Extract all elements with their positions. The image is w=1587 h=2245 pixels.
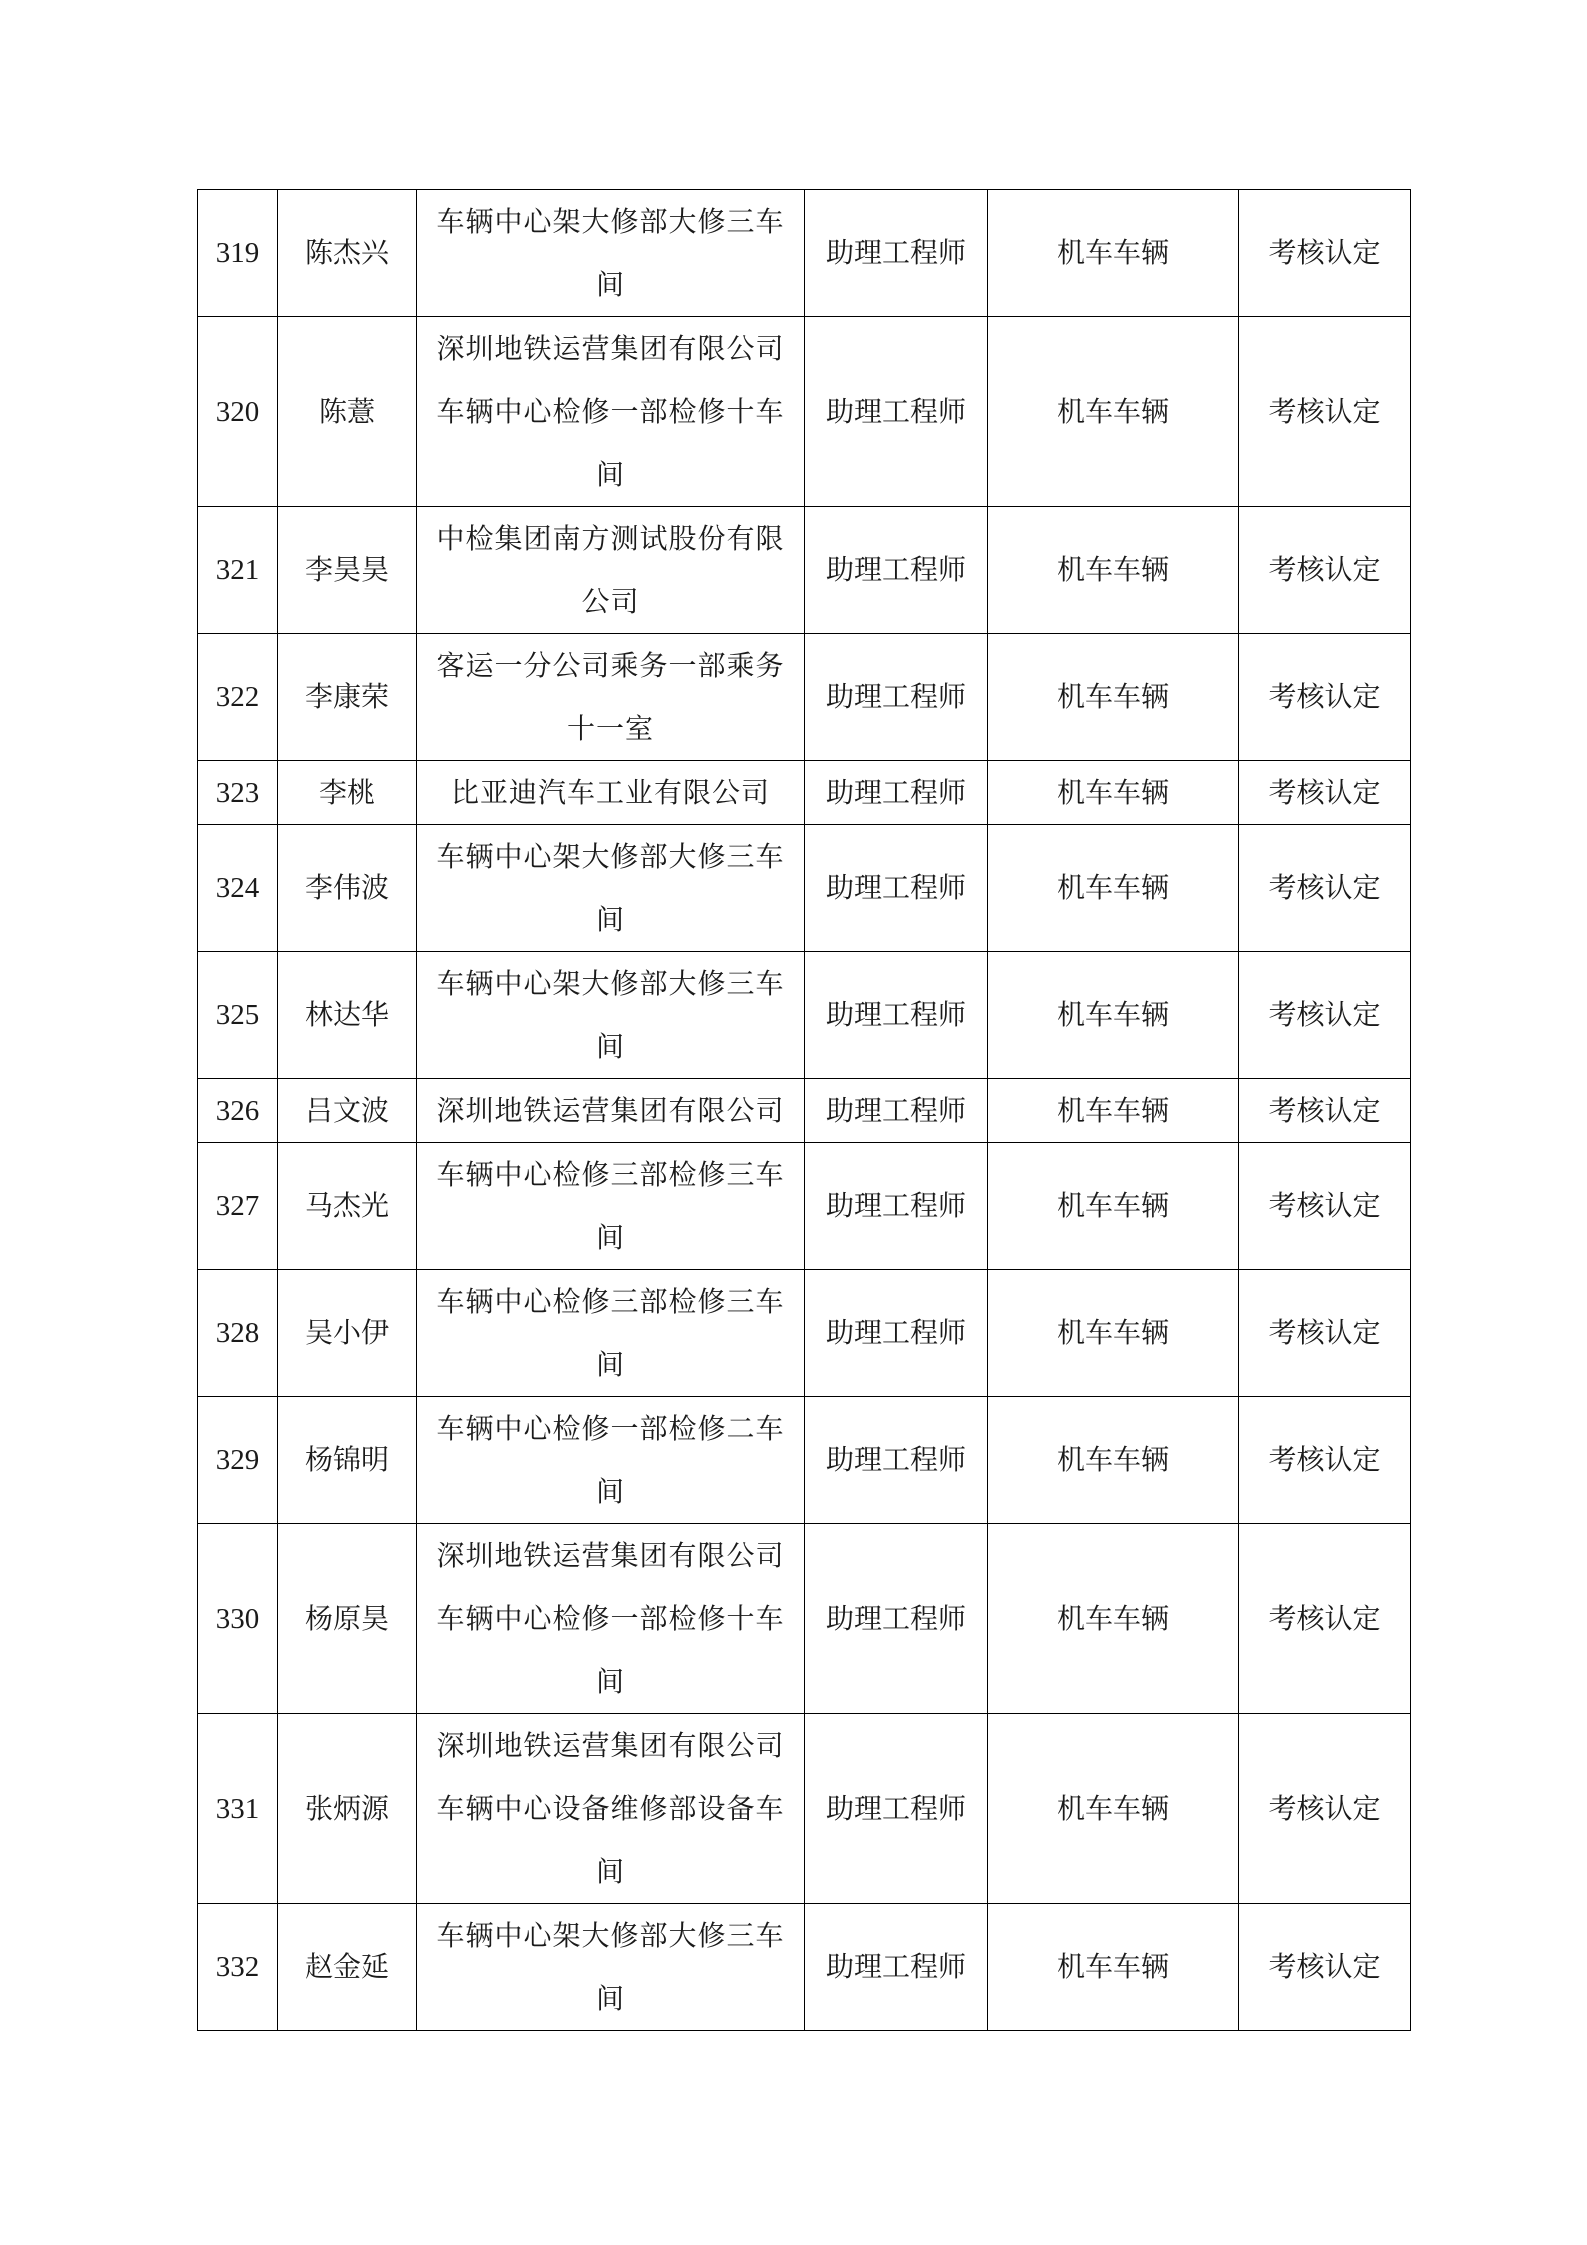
table-row — [198, 1524, 1411, 1714]
title-cell: 助理工程师 — [805, 1524, 988, 1714]
work-unit-line: 车辆中心检修一部检修二车 — [436, 1412, 785, 1445]
row-number-cell: 321 — [198, 507, 278, 634]
name-cell: 李伟波 — [278, 825, 417, 952]
method-cell: 考核认定 — [1239, 952, 1411, 1079]
major-cell: 机车车辆 — [988, 634, 1239, 761]
work-unit-line: 十一室 — [566, 712, 654, 745]
major-cell: 机车车辆 — [988, 825, 1239, 952]
name-cell: 杨原昊 — [278, 1524, 417, 1714]
title-cell: 助理工程师 — [805, 1270, 988, 1397]
major-cell: 机车车辆 — [988, 190, 1239, 317]
name-cell: 吕文波 — [278, 1079, 417, 1143]
table-row — [198, 317, 1411, 507]
work-unit-cell — [417, 825, 805, 952]
name-cell: 赵金延 — [278, 1904, 417, 2031]
major-cell: 机车车辆 — [988, 952, 1239, 1079]
name-cell: 陈杰兴 — [278, 190, 417, 317]
table-row — [198, 952, 1411, 1079]
work-unit-line: 间 — [595, 458, 625, 491]
work-unit-line: 车辆中心架大修部大修三车 — [436, 205, 785, 238]
name-cell: 李昊昊 — [278, 507, 417, 634]
row-number-cell: 326 — [198, 1079, 278, 1143]
work-unit-cell — [417, 952, 805, 1079]
major-cell: 机车车辆 — [988, 1524, 1239, 1714]
work-unit-line: 比亚迪汽车工业有限公司 — [450, 776, 770, 809]
major-cell: 机车车辆 — [988, 507, 1239, 634]
work-unit-line: 车辆中心架大修部大修三车 — [436, 967, 785, 1000]
table-row — [198, 507, 1411, 634]
work-unit-line: 公司 — [581, 585, 640, 618]
title-cell: 助理工程师 — [805, 190, 988, 317]
name-cell: 李康荣 — [278, 634, 417, 761]
major-cell: 机车车辆 — [988, 761, 1239, 825]
work-unit-cell — [417, 761, 805, 825]
title-cell: 助理工程师 — [805, 1904, 988, 2031]
table-row — [198, 825, 1411, 952]
name-cell: 李桃 — [278, 761, 417, 825]
row-number-cell: 330 — [198, 1524, 278, 1714]
work-unit-cell — [417, 634, 805, 761]
table-row — [198, 761, 1411, 825]
method-cell: 考核认定 — [1239, 317, 1411, 507]
table-row — [198, 634, 1411, 761]
work-unit-line: 中检集团南方测试股份有限 — [436, 522, 785, 555]
row-number-cell: 323 — [198, 761, 278, 825]
work-unit-line: 间 — [595, 1982, 625, 2015]
method-cell: 考核认定 — [1239, 1524, 1411, 1714]
method-cell: 考核认定 — [1239, 634, 1411, 761]
method-cell: 考核认定 — [1239, 190, 1411, 317]
work-unit-line: 间 — [595, 1348, 625, 1381]
work-unit-line: 间 — [595, 1221, 625, 1254]
title-cell: 助理工程师 — [805, 761, 988, 825]
table-row — [198, 1714, 1411, 1904]
table-row — [198, 1904, 1411, 2031]
work-unit-line: 深圳地铁运营集团有限公司 — [436, 332, 785, 365]
row-number-cell: 331 — [198, 1714, 278, 1904]
method-cell: 考核认定 — [1239, 1079, 1411, 1143]
work-unit-line: 间 — [595, 903, 625, 936]
method-cell: 考核认定 — [1239, 507, 1411, 634]
row-number-cell: 319 — [198, 190, 278, 317]
work-unit-line: 车辆中心检修三部检修三车 — [436, 1158, 785, 1191]
major-cell: 机车车辆 — [988, 317, 1239, 507]
major-cell: 机车车辆 — [988, 1714, 1239, 1904]
table-row — [198, 190, 1411, 317]
name-cell: 吴小伊 — [278, 1270, 417, 1397]
row-number-cell: 325 — [198, 952, 278, 1079]
table-row — [198, 1397, 1411, 1524]
row-number-cell: 329 — [198, 1397, 278, 1524]
name-cell: 林达华 — [278, 952, 417, 1079]
work-unit-cell — [417, 1143, 805, 1270]
table-row — [198, 1143, 1411, 1270]
title-cell: 助理工程师 — [805, 825, 988, 952]
table-body — [198, 190, 1411, 2031]
work-unit-line: 车辆中心检修一部检修十车 — [436, 395, 785, 428]
row-number-cell: 320 — [198, 317, 278, 507]
method-cell: 考核认定 — [1239, 1904, 1411, 2031]
method-cell: 考核认定 — [1239, 825, 1411, 952]
table-row — [198, 1270, 1411, 1397]
major-cell: 机车车辆 — [988, 1904, 1239, 2031]
major-cell: 机车车辆 — [988, 1397, 1239, 1524]
work-unit-line: 间 — [595, 1475, 625, 1508]
work-unit-line: 间 — [595, 268, 625, 301]
work-unit-line: 车辆中心检修一部检修十车 — [436, 1602, 785, 1635]
method-cell: 考核认定 — [1239, 761, 1411, 825]
work-unit-line: 深圳地铁运营集团有限公司 — [436, 1539, 785, 1572]
work-unit-line: 间 — [595, 1855, 625, 1888]
work-unit-line: 车辆中心设备维修部设备车 — [436, 1792, 785, 1825]
work-unit-line: 车辆中心架大修部大修三车 — [436, 840, 785, 873]
work-unit-cell — [417, 1397, 805, 1524]
title-cell: 助理工程师 — [805, 317, 988, 507]
method-cell: 考核认定 — [1239, 1270, 1411, 1397]
title-cell: 助理工程师 — [805, 1714, 988, 1904]
work-unit-line: 车辆中心架大修部大修三车 — [436, 1919, 785, 1952]
qualification-table — [197, 189, 1411, 2031]
row-number-cell: 322 — [198, 634, 278, 761]
work-unit-line: 深圳地铁运营集团有限公司 — [436, 1729, 785, 1762]
title-cell: 助理工程师 — [805, 634, 988, 761]
name-cell: 杨锦明 — [278, 1397, 417, 1524]
method-cell: 考核认定 — [1239, 1397, 1411, 1524]
title-cell: 助理工程师 — [805, 1143, 988, 1270]
work-unit-cell — [417, 507, 805, 634]
row-number-cell: 327 — [198, 1143, 278, 1270]
work-unit-cell — [417, 1270, 805, 1397]
name-cell: 陈薏 — [278, 317, 417, 507]
name-cell: 马杰光 — [278, 1143, 417, 1270]
row-number-cell: 324 — [198, 825, 278, 952]
title-cell: 助理工程师 — [805, 507, 988, 634]
row-number-cell: 328 — [198, 1270, 278, 1397]
row-number-cell: 332 — [198, 1904, 278, 2031]
work-unit-line: 间 — [595, 1030, 625, 1063]
title-cell: 助理工程师 — [805, 1397, 988, 1524]
title-cell: 助理工程师 — [805, 1079, 988, 1143]
title-cell: 助理工程师 — [805, 952, 988, 1079]
work-unit-cell — [417, 190, 805, 317]
work-unit-cell — [417, 1079, 805, 1143]
major-cell: 机车车辆 — [988, 1079, 1239, 1143]
major-cell: 机车车辆 — [988, 1143, 1239, 1270]
work-unit-line: 车辆中心检修三部检修三车 — [436, 1285, 785, 1318]
major-cell: 机车车辆 — [988, 1270, 1239, 1397]
work-unit-line: 客运一分公司乘务一部乘务 — [436, 649, 785, 682]
work-unit-cell — [417, 1524, 805, 1714]
work-unit-line: 深圳地铁运营集团有限公司 — [436, 1094, 785, 1127]
work-unit-line: 间 — [595, 1665, 625, 1698]
name-cell: 张炳源 — [278, 1714, 417, 1904]
method-cell: 考核认定 — [1239, 1714, 1411, 1904]
work-unit-cell — [417, 1714, 805, 1904]
table-row — [198, 1079, 1411, 1143]
work-unit-cell — [417, 317, 805, 507]
work-unit-cell — [417, 1904, 805, 2031]
method-cell: 考核认定 — [1239, 1143, 1411, 1270]
